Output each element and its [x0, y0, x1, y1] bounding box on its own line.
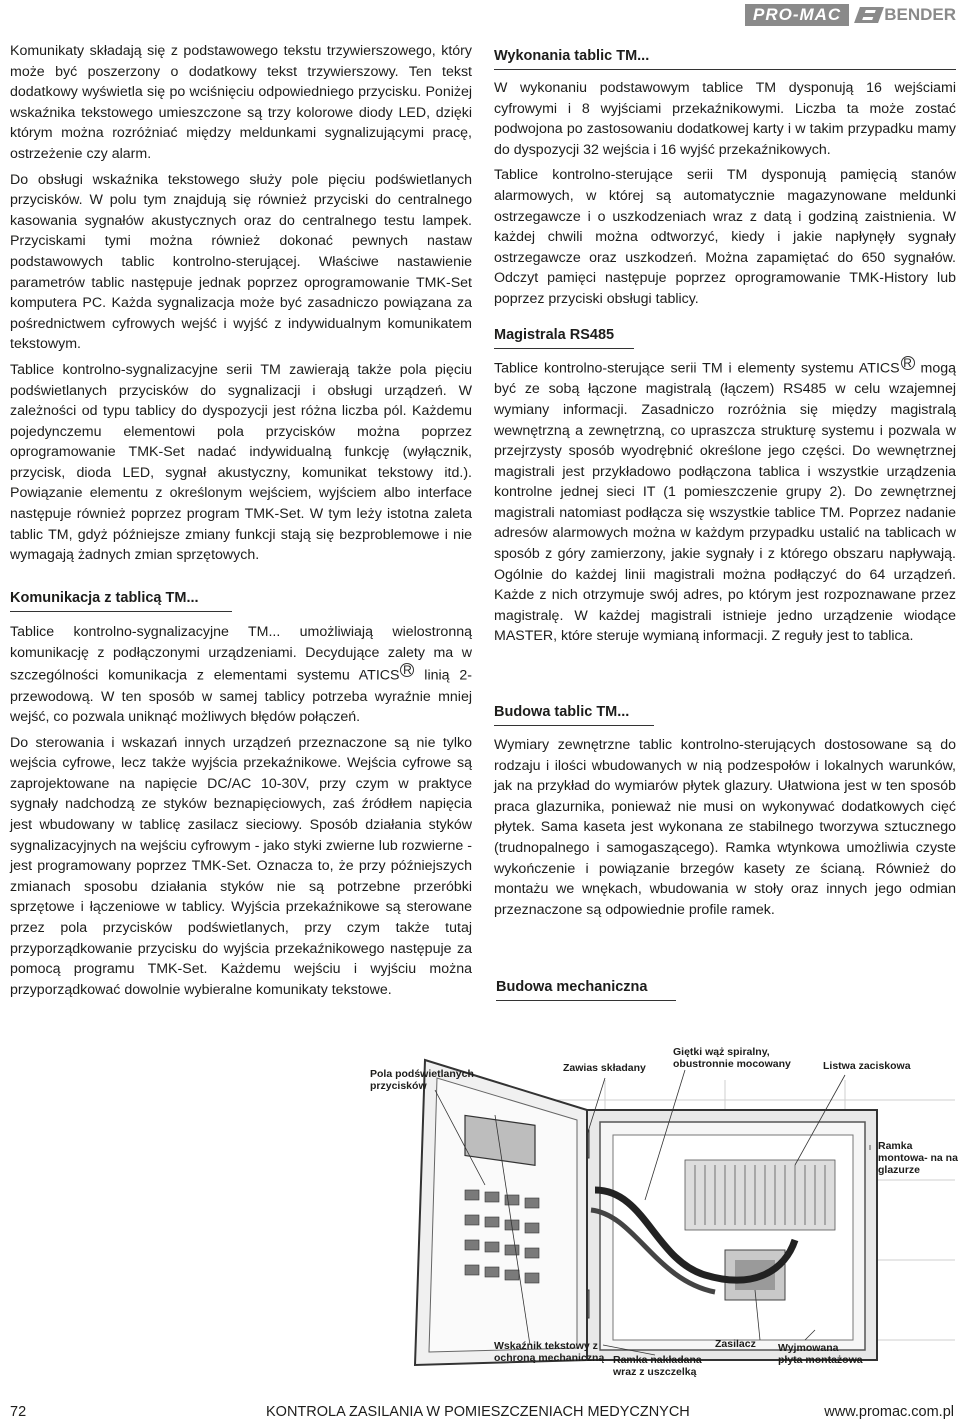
- right-paragraph-4: Wymiary zewnętrzne tablic kontrolno-sterujących dostosowane są do rodzaju i ilości wbudowanych w nią podzespołów i lokalnych warunków, jak na przykład do wymiarów płytek glazury. Ułatwiona jest w ten sposób praca glazurnika, ponieważ nie musi on wykonywać dodatkowych cięć płytek. Sama kaseta jest wykonana ze stabilnego tworzywa sztucznego (trudnopalnego i samogaszącego). Ramka wtynkowa umożliwia czyste wykończenie i powiązanie brzegów kasety ze ścianą. Również do montażu we wnękach, wbudowania w stoły oraz innych jego odmian przeznaczone są odpowiednie profile ramek.: [494, 737, 956, 918]
- heading-komunikacja: Komunikacja z tablicą TM...: [10, 590, 199, 606]
- page-number: 72: [10, 1404, 27, 1420]
- label-zasilacz: Zasilacz: [715, 1338, 756, 1350]
- left-paragraph-4b: linią 2-przewodową. W ten sposób w samej tablicy potrzeba wyraźnie mniej wejść, co pozwala uniknąć możliwych błędów połączeń.: [10, 667, 472, 726]
- left-paragraph-5: Do sterowania i wskazań innych urządzeń przeznaczone są nie tylko wejścia cyfrowe, lecz także wyjścia przekaźnikowe. Wejścia cyfrowe są zaprojektowane na napięcie DC/AC 10-30V, przy czym w praktyce sygnały nadchodzą ze styków beznapięciowych, zaś źródłem napięcia jest wbudowany w tablicę zasilacz sieciowy. Sposób działania styków sygnalizacyjnych na wejściu cyfrowym - jako styki zwierne lub rozwierne - jest programowany poprzez TMK-Set. Oznacza to, że przy późniejszych zmianach sposobu działania styków nie są potrzebne przeróbki sprzętowe i łączeniowe w tablicy. Wyjścia przekaźnikowe są sterowane przez pola przycisków podświetlanych, przy czym także tutaj przyporządkowanie przycisku do wyjścia przekaźnikowego następuje za pomocą programu TMK-Set. Każdemu wejściu i wyjściu można przyporządkować dowolnie wybieralne komunikaty tekstowe.: [10, 734, 472, 998]
- right-column-top: [494, 78, 956, 315]
- left-paragraph-4a: Tablice kontrolno-sygnalizacyjne TM... umożliwiają wielostronną komunikację z podłączonymi urządzeniami. Decydujące zalety ma w szczególności komunikacja z elementami systemu ATICS: [10, 624, 472, 684]
- mechanical-diagram: [355, 1040, 958, 1380]
- heading-underline: [10, 611, 232, 612]
- header-logos: [745, 4, 956, 26]
- label-ramka-montowana: Ramka montowa- na na glazurze: [878, 1140, 958, 1176]
- heading-underline: [494, 725, 654, 726]
- left-paragraph-2: Do obsługi wskaźnika tekstowego służy pole pięciu podświetlanych przycisków. W polu tym znajdują się również przyciski do centralnego kasowania sygnałów akustycznych oraz do centralnego testu lampek. Przyciskami tymi można również dokonać pewnych nastaw podstawowych tablic kontrolno-sterującej. Właściwe nastawienie parametrów tablic następuje jednak poprzez oprogramowanie TMK-Set komputera PC. Każda sygnalizacja może być zasadniczo powiązana za pośrednictwem cyfrowych wejść i wyjść z indywidualnym komunikatem tekstowym.: [10, 171, 472, 353]
- footer-url[interactable]: www.promac.com.pl: [824, 1404, 954, 1420]
- label-plyta: Wyjmowana płyta montażowa: [778, 1342, 863, 1366]
- left-paragraph-4: [10, 622, 472, 728]
- right-column-bottom: [494, 735, 956, 925]
- promac-logo: PRO-MAC: [745, 4, 849, 26]
- footer-title: KONTROLA ZASILANIA W POMIESZCZENIACH MEDYCZNYCH: [266, 1404, 690, 1420]
- right-paragraph-3a: Tablice kontrolno-sterujące serii TM i elementy systemu ATICS: [494, 360, 900, 377]
- bender-logo: [857, 5, 956, 25]
- label-wskaznik: Wskaźnik tekstowy z ochroną mechaniczną: [494, 1340, 605, 1364]
- heading-underline: [496, 1000, 676, 1001]
- right-paragraph-3b: mogą być ze sobą łączone magistralą (łączem) RS485 w celu wzajemnej wymiany informacji. Zasadniczo rozróżnia się między magistralą wewnętrzną a zewnętrzną, co upraszcza strukturę systemu i pozwala w przejrzysty sposób wyodrębnić określone jego części. Do wewnętrznej magistrali jest przykładowo podłączona tablica i wszystkie urządzenia kontrolne jednej sieci IT (1 pomieszczenie grupy 2). Do zewnętrznej magistrali natomiast podłącza się wszystkie tablice TM. Poprzez nadanie adresów alarmowych można w każdym przypadku ustalić na tablicach w sposób z góry zamierzony, jakie sygnały i z którego obszaru napływają. Ogólnie do każdej linii magistrali można podłączyć do 64 urządzeń. Każde z nich otrzymuje swój adres, po którym jest rozpoznawane przez magistralę. W każdej magistrali istnieje jedno urządzenie wiodące MASTER, które steruje wymianą informacji. Z reguły jest to tablica.: [494, 360, 956, 645]
- right-paragraph-3: [494, 356, 956, 647]
- bender-mark-icon: [854, 7, 884, 23]
- label-waz-spiralny: Giętki wąż spiralny, obustronnie mocowany: [673, 1046, 791, 1070]
- registered-icon: R: [901, 356, 915, 370]
- left-paragraph-1: Komunikaty składają się z podstawowego tekstu trzywierszowego, który może być poszerzony o dodatkowy tekst trzywierszowy. Ten tekst dodatkowy wyświetla się po wciśnięciu odpowiedniego przycisku. Poniżej wskaźnika tekstowego umieszczone są trzy kolorowe diody LED, dzięki którym można rozróżniać między meldunkami sygnalizującymi pracę, ostrzeżenie czy alarm.: [10, 43, 472, 162]
- right-paragraph-1: W wykonaniu podstawowym tablice TM dysponują 16 wejściami cyfrowymi i 8 wyjściami przekaźnikowymi. Liczba ta może zostać podwojona po zastosowaniu dodatkowej karty i w takim przypadku mamy do dyspozycji 32 wejścia i 16 wyjść przekaźnikowych.: [494, 80, 956, 158]
- right-paragraph-2: Tablice kontrolno-sterujące serii TM dysponują pamięcią stanów alarmowych, w której są automatycznie magazynowane meldunki ostrzegawcze i o uszkodzeniach wraz z datą i godziną zaistnienia. W każdej chwili można odtworzyć, kiedy i jakie napłynęły sygnały ostrzegawcze oraz uszkodzeń. Można zapamiętać do 650 sygnałów. Odczyt pamięci następuje poprzez oprogramowanie TMK-History lub poprzez przyciski obsługi tablicy.: [494, 167, 956, 307]
- left-column-lower: [10, 622, 472, 1005]
- label-listwa: Listwa zaciskowa: [823, 1060, 911, 1072]
- heading-budowa-mechaniczna: Budowa mechaniczna: [496, 979, 648, 995]
- right-column-middle: [494, 356, 956, 652]
- left-paragraph-3: Tablice kontrolno-sygnalizacyjne serii TM zawierają także pola pięciu podświetlanych przycisków do sygnalizacji i obsługi urządzeń. W zależności od typu tablicy do dyspozycji jest różna liczba pól. Każdemu pojedynczemu elementowi pola przycisków można poprzez oprogramowanie TMK-Set nadać indywidualną funkcję (wyłącznik, przycisk, dioda LED, sygnał akustyczny, komunikat tekstowy itd.). Powiązanie elementu z określonym wejściem, wyjściem albo interface następuje również poprzez program TMK-Set. W tym leży istotna zaleta tablic TM, gdyż późniejsze zmiany funkcji stają się bezproblemowe i nie wymagają żadnych zmian sprzętowych.: [10, 361, 472, 564]
- heading-underline: [494, 69, 956, 70]
- heading-budowa: Budowa tablic TM...: [494, 704, 630, 720]
- label-ramka-nakladana: Ramka nakładana wraz z uszczelką: [613, 1354, 702, 1378]
- registered-icon: R: [400, 663, 414, 677]
- bender-text: BENDER: [884, 5, 956, 24]
- label-zawias: Zawias składany: [563, 1062, 646, 1074]
- heading-underline: [494, 348, 634, 349]
- heading-wykonania: Wykonania tablic TM...: [494, 48, 650, 64]
- left-column: [10, 41, 472, 571]
- heading-magistrala: Magistrala RS485: [494, 327, 615, 343]
- label-pola-przyciskow: Pola podświetlanych przycisków: [370, 1068, 474, 1092]
